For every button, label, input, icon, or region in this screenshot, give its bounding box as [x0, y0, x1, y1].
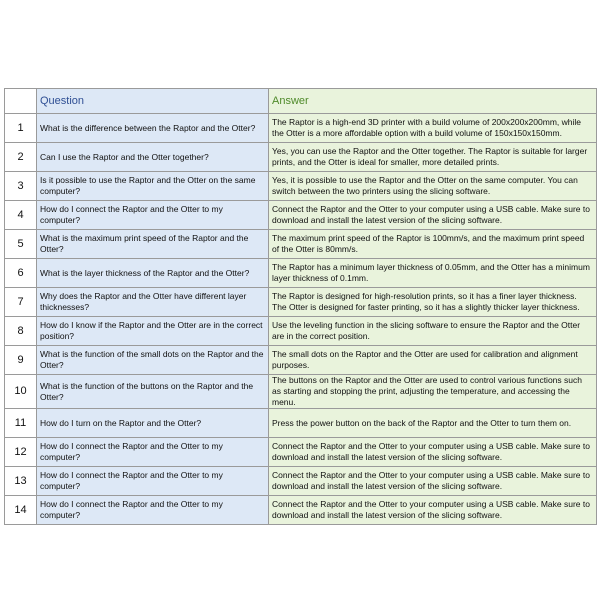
row-number-cell[interactable]: 10 [5, 375, 37, 409]
row-number-cell[interactable]: 5 [5, 230, 37, 259]
question-cell[interactable]: How do I connect the Raptor and the Otter to my computer? [37, 201, 269, 230]
row-number-cell[interactable]: 4 [5, 201, 37, 230]
faq-table [4, 88, 597, 525]
answer-cell[interactable]: Connect the Raptor and the Otter to your computer using a USB cable. Make sure to download and install the latest version of the slicing software. [269, 438, 597, 467]
question-cell[interactable]: What is the layer thickness of the Raptor and the Otter? [37, 259, 269, 288]
row-number-cell[interactable]: 2 [5, 143, 37, 172]
table-row [5, 375, 597, 409]
question-cell[interactable]: What is the function of the buttons on the Raptor and the Otter? [37, 375, 269, 409]
row-number-cell[interactable]: 6 [5, 259, 37, 288]
question-cell[interactable]: How do I know if the Raptor and the Otter are in the correct position? [37, 317, 269, 346]
table-row [5, 114, 597, 143]
answer-cell[interactable]: The Raptor is designed for high-resolution prints, so it has a finer layer thickness. The Otter is designed for faster printing, so it has a slightly thicker layer thickness. [269, 288, 597, 317]
row-number-cell[interactable]: 11 [5, 409, 37, 438]
row-number-cell[interactable]: 3 [5, 172, 37, 201]
row-number-cell[interactable]: 13 [5, 467, 37, 496]
answer-cell[interactable]: The maximum print speed of the Raptor is 100mm/s, and the maximum print speed of the Otter is 80mm/s. [269, 230, 597, 259]
question-cell[interactable]: What is the function of the small dots on the Raptor and the Otter? [37, 346, 269, 375]
answer-cell[interactable]: Use the leveling function in the slicing software to ensure the Raptor and the Otter are in the correct position. [269, 317, 597, 346]
table-row [5, 143, 597, 172]
table-row [5, 230, 597, 259]
table-row [5, 496, 597, 525]
question-cell[interactable]: Why does the Raptor and the Otter have different layer thicknesses? [37, 288, 269, 317]
answer-cell[interactable]: The Raptor is a high-end 3D printer with a build volume of 200x200x200mm, while the Otter is a more affordable option with a build volume of 150x150x150mm. [269, 114, 597, 143]
table-row [5, 409, 597, 438]
header-row [5, 89, 597, 114]
table-row [5, 317, 597, 346]
table-row [5, 172, 597, 201]
question-cell[interactable]: Is it possible to use the Raptor and the Otter on the same computer? [37, 172, 269, 201]
question-cell[interactable]: What is the difference between the Raptor and the Otter? [37, 114, 269, 143]
table-row [5, 259, 597, 288]
table-row [5, 438, 597, 467]
faq-table-body [5, 89, 597, 525]
question-cell[interactable]: What is the maximum print speed of the Raptor and the Otter? [37, 230, 269, 259]
answer-cell[interactable]: Yes, it is possible to use the Raptor and the Otter on the same computer. You can switch between the two printers using the slicing software. [269, 172, 597, 201]
question-cell[interactable]: How do I turn on the Raptor and the Otter? [37, 409, 269, 438]
header-question-cell[interactable]: Question [37, 89, 269, 114]
table-row [5, 201, 597, 230]
answer-cell[interactable]: Connect the Raptor and the Otter to your computer using a USB cable. Make sure to download and install the latest version of the slicing software. [269, 496, 597, 525]
table-row [5, 467, 597, 496]
row-number-cell[interactable]: 9 [5, 346, 37, 375]
table-row [5, 288, 597, 317]
answer-cell[interactable]: Press the power button on the back of the Raptor and the Otter to turn them on. [269, 409, 597, 438]
table-row [5, 346, 597, 375]
row-number-cell[interactable]: 8 [5, 317, 37, 346]
answer-cell[interactable]: Connect the Raptor and the Otter to your computer using a USB cable. Make sure to download and install the latest version of the slicing software. [269, 201, 597, 230]
row-number-cell[interactable]: 1 [5, 114, 37, 143]
question-cell[interactable]: Can I use the Raptor and the Otter together? [37, 143, 269, 172]
answer-cell[interactable]: The Raptor has a minimum layer thickness of 0.05mm, and the Otter has a minimum layer thickness of 0.1mm. [269, 259, 597, 288]
question-cell[interactable]: How do I connect the Raptor and the Otter to my computer? [37, 467, 269, 496]
row-number-cell[interactable]: 12 [5, 438, 37, 467]
header-number-cell[interactable] [5, 89, 37, 114]
question-cell[interactable]: How do I connect the Raptor and the Otter to my computer? [37, 496, 269, 525]
answer-cell[interactable]: The small dots on the Raptor and the Otter are used for calibration and alignment purposes. [269, 346, 597, 375]
answer-cell[interactable]: Yes, you can use the Raptor and the Otter together. The Raptor is suitable for larger prints, and the Otter is ideal for smaller, more detailed prints. [269, 143, 597, 172]
answer-cell[interactable]: Connect the Raptor and the Otter to your computer using a USB cable. Make sure to download and install the latest version of the slicing software. [269, 467, 597, 496]
row-number-cell[interactable]: 7 [5, 288, 37, 317]
header-answer-cell[interactable]: Answer [269, 89, 597, 114]
row-number-cell[interactable]: 14 [5, 496, 37, 525]
answer-cell[interactable]: The buttons on the Raptor and the Otter are used to control various functions such as starting and stopping the print, adjusting the temperature, and accessing the menu. [269, 375, 597, 409]
question-cell[interactable]: How do I connect the Raptor and the Otter to my computer? [37, 438, 269, 467]
